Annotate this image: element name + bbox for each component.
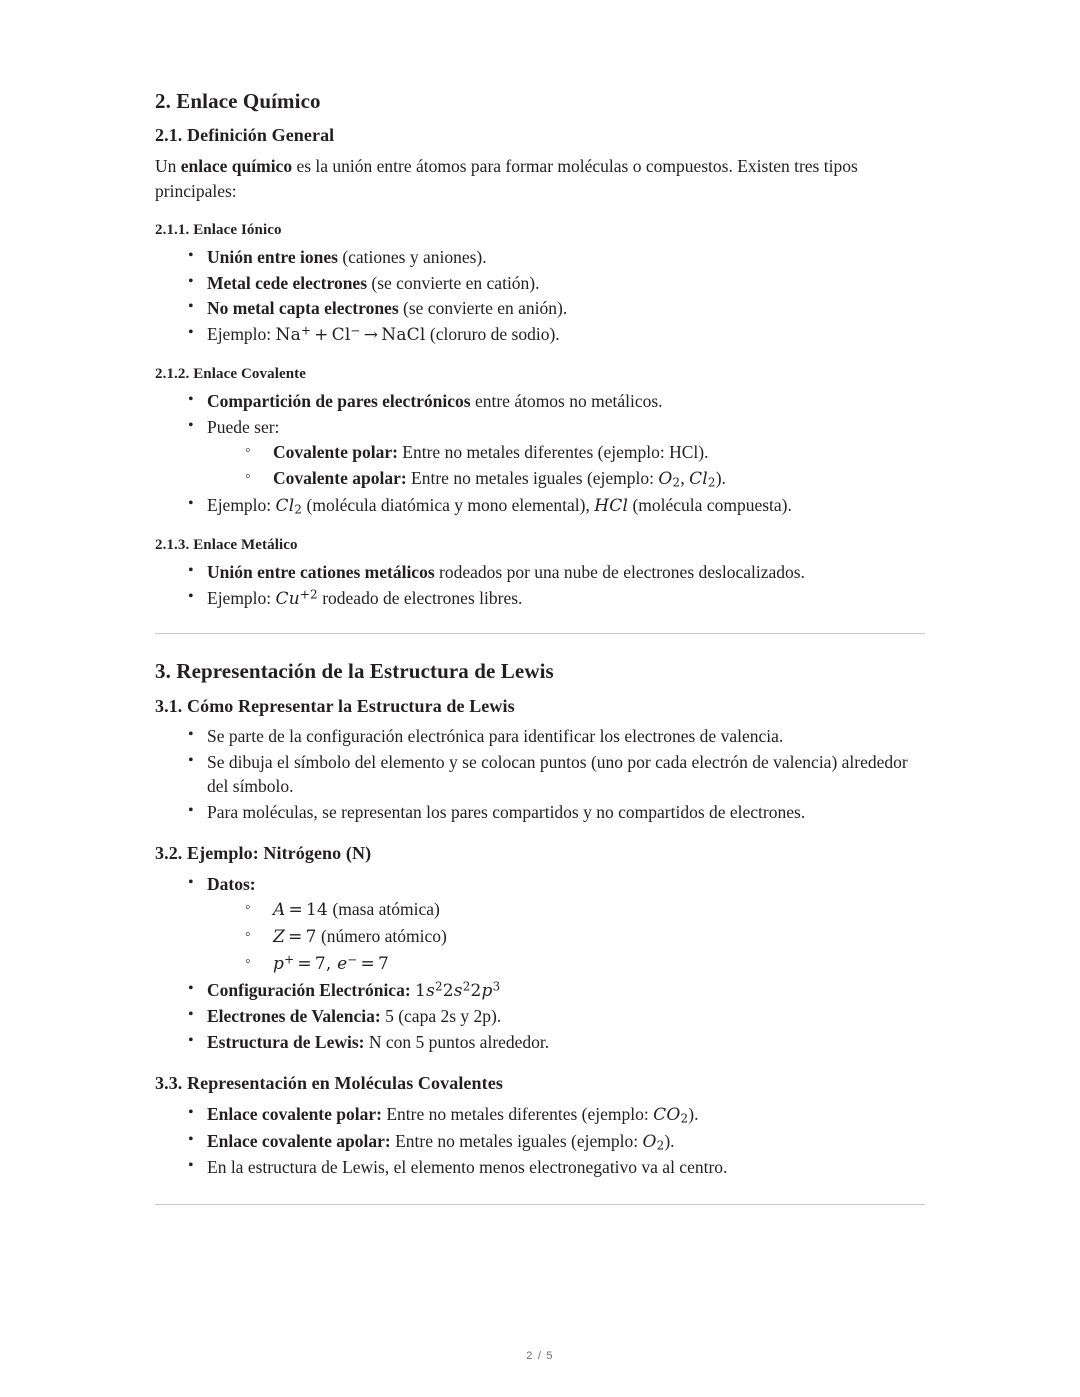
list-item	[155, 586, 925, 612]
section-estructura-lewis	[155, 658, 925, 1180]
math-co2: $CO_2$	[653, 1104, 689, 1126]
list-item	[155, 296, 925, 321]
item-text: Entre no metales iguales (ejemplo:	[390, 1130, 643, 1151]
item-bold-label: Enlace covalente apolar:	[207, 1130, 391, 1151]
list-item: • Para moléculas, se representan los pares compartidos y no compartidos de electrones.	[155, 800, 925, 825]
math-nacl-reaction: Na+ + Cl− → NaCl	[275, 323, 426, 345]
math-o2: $O_2$	[642, 1131, 665, 1153]
item-bold-label: Electrones de Valencia:	[207, 1006, 381, 1027]
subsection-enlace-ionico	[155, 221, 925, 347]
math-masa-atomica: A = 14	[273, 900, 329, 921]
item-text: (número atómico)	[316, 925, 447, 946]
item-separator: ,	[680, 467, 690, 488]
item-text: (se convierte en anión).	[398, 298, 568, 319]
heading-3-estructura-lewis: 3. Representación de la Estructura de Lewis	[155, 659, 554, 684]
definicion-paragraph	[155, 154, 925, 204]
heading-3-1-como-representar: 3.1. Cómo Representar la Estructura de Lewis	[155, 695, 515, 716]
list-item	[155, 322, 925, 348]
sublist-item	[207, 924, 925, 950]
sublist-item	[207, 897, 925, 923]
heading-2-1-3-enlace-metalico: 2.1.3. Enlace Metálico	[155, 537, 298, 554]
list-item: • En la estructura de Lewis, el elemento menos electronegativo va al centro.	[155, 1155, 925, 1180]
item-text-end: ).	[688, 1103, 699, 1124]
item-bold-label: Covalente apolar:	[273, 467, 407, 488]
list-como-representar	[155, 724, 925, 824]
item-bold-label: Estructura de Lewis:	[207, 1031, 365, 1052]
math-hcl: HCl	[594, 495, 629, 516]
section-divider-bottom	[155, 1204, 925, 1205]
example-label: Ejemplo:	[207, 587, 276, 608]
item-bold-label: Covalente polar:	[273, 442, 398, 463]
subsection-ejemplo-nitrogeno	[155, 842, 925, 1054]
example-text: (cloruro de sodio).	[425, 323, 560, 344]
list-item	[155, 872, 925, 977]
item-bold-label: Metal cede electrones	[207, 272, 368, 293]
subsection-como-representar	[155, 695, 925, 825]
item-bold-label: Unión entre iones	[207, 247, 338, 268]
sublist-datos	[207, 897, 925, 976]
item-text: Puede ser:	[207, 416, 280, 437]
sublist-item	[207, 466, 925, 492]
example-text: rodeado de electrones libres.	[317, 587, 523, 608]
page-number: 2 / 5	[526, 1350, 554, 1362]
document-content	[155, 0, 925, 1205]
item-text: Entre no metales diferentes (ejemplo:	[381, 1103, 654, 1124]
item-text: (cationes y aniones).	[337, 247, 487, 268]
list-item	[155, 415, 925, 492]
list-item	[155, 1102, 925, 1128]
item-bold-label: Configuración Electrónica:	[207, 979, 411, 1000]
item-bold-label: No metal capta electrones	[207, 298, 399, 319]
math-cu-cation: $Cu^{+2}$	[275, 587, 318, 609]
list-item	[155, 1030, 925, 1055]
list-item: • Se parte de la configuración electrónica para identificar los electrones de valencia.	[155, 724, 925, 749]
math-configuracion-electronica: $1s^22s^22p^3$	[415, 979, 501, 1001]
example-text: (molécula diatómica y mono elemental),	[302, 494, 595, 515]
heading-3-2-ejemplo-nitrogeno: 3.2. Ejemplo: Nitrógeno (N)	[155, 843, 372, 864]
example-label: Ejemplo:	[207, 494, 276, 515]
list-item	[155, 1129, 925, 1155]
section-divider	[155, 633, 925, 634]
example-label: Ejemplo:	[207, 323, 276, 344]
list-enlace-metalico	[155, 560, 925, 611]
item-text: (se convierte en catión).	[367, 272, 540, 293]
paragraph-text-post: es la unión entre átomos para formar moléculas o compuestos. Existen tres tipos principales:	[155, 155, 858, 201]
example-text-end: (molécula compuesta).	[628, 494, 792, 515]
list-enlace-covalente	[155, 389, 925, 518]
math-protones-electrones: p+ = 7, e− = 7	[273, 952, 390, 974]
item-bold-label: Enlace covalente polar:	[207, 1103, 382, 1124]
item-bold-label: Compartición de pares electrónicos	[207, 391, 471, 412]
heading-3-3-representacion-moleculas: 3.3. Representación en Moléculas Covalentes	[155, 1073, 503, 1094]
item-text: rodeados por una nube de electrones deslocalizados.	[434, 562, 805, 583]
heading-2-1-2-enlace-covalente: 2.1.2. Enlace Covalente	[155, 366, 307, 383]
sublist-item	[207, 440, 925, 465]
math-cl2: $Cl_2$	[275, 495, 303, 517]
list-item	[155, 271, 925, 296]
subsection-enlace-covalente	[155, 365, 925, 518]
paragraph-text-pre: Un	[155, 155, 181, 176]
list-enlace-ionico	[155, 245, 925, 347]
sublist-tipos-covalentes	[207, 440, 925, 491]
item-text: Entre no metales diferentes (ejemplo: HCl).	[397, 442, 709, 463]
item-text: entre átomos no metálicos.	[470, 391, 663, 412]
item-bold-label: Datos:	[207, 873, 256, 894]
list-ejemplo-nitrogeno	[155, 872, 925, 1055]
list-item	[155, 1004, 925, 1029]
heading-2-1-definicion-general: 2.1. Definición General	[155, 125, 335, 146]
list-item	[155, 245, 925, 270]
list-item	[155, 493, 925, 519]
list-item	[155, 389, 925, 414]
item-text: 5 (capa 2s y 2p).	[380, 1006, 502, 1027]
page-footer	[0, 1350, 1080, 1362]
list-item	[155, 978, 925, 1004]
item-text: Entre no metales iguales (ejemplo:	[406, 467, 659, 488]
item-text-end: ).	[715, 467, 726, 488]
subsection-enlace-metalico	[155, 536, 925, 611]
item-text-end: ).	[664, 1130, 675, 1151]
section-enlace-quimico	[155, 88, 925, 611]
list-item: • Se dibuja el símbolo del elemento y se colocan puntos (uno por cada electrón de valencia) alrededor del símbolo.	[155, 750, 925, 799]
document-page	[155, 0, 925, 1397]
math-cl2: $Cl_2$	[689, 468, 716, 490]
list-item	[155, 560, 925, 585]
heading-2-enlace-quimico: 2. Enlace Químico	[155, 89, 321, 113]
subsection-representacion-moleculas	[155, 1072, 925, 1180]
list-representacion-moleculas	[155, 1102, 925, 1180]
item-text: N con 5 puntos alrededor.	[364, 1031, 550, 1052]
heading-2-1-1-enlace-ionico: 2.1.1. Enlace Iónico	[155, 222, 282, 239]
sublist-item	[207, 951, 925, 977]
math-o2: $O_2$	[658, 468, 681, 490]
math-numero-atomico: Z = 7	[273, 926, 317, 947]
paragraph-bold-term: enlace químico	[180, 155, 293, 176]
subsection-definicion-general	[155, 124, 925, 203]
item-text: (masa atómica)	[328, 899, 440, 920]
item-bold-label: Unión entre cationes metálicos	[207, 562, 435, 583]
